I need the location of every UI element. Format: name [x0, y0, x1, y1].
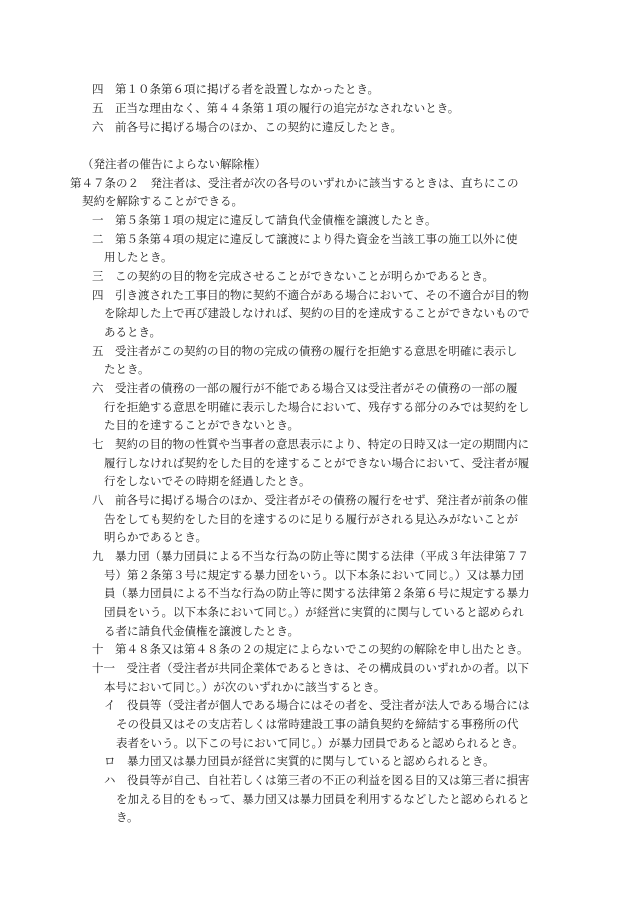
- item-line: たとき。: [104, 362, 150, 376]
- item-line: 行を拒絶する意思を明確に表示した場合において、残存する部分のみでは契約をし: [104, 400, 530, 414]
- item-line: 一 第５条第１項の規定に違反して請負代金債権を譲渡したとき。: [92, 213, 437, 227]
- article-line: 第４７条の２ 発注者は、受注者が次の各号のいずれかに該当するときは、直ちにこの: [70, 176, 519, 190]
- item-line: 号）第２条第３号に規定する暴力団をいう。以下本条において同じ。）又は暴力団: [104, 568, 524, 582]
- item-line: 六 受注者の債務の一部の履行が不能である場合又は受注者がその債務の一部の履: [92, 381, 518, 395]
- item-line: 十 第４８条又は第４８条の２の規定によらないでこの契約の解除を申し出たとき。: [92, 642, 529, 656]
- article-line: 契約を解除することができる。: [82, 194, 243, 208]
- item-line: 行をしないでその時期を経過したとき。: [104, 474, 311, 488]
- item-line: 八 前各号に掲げる場合のほか、受注者がその債務の履行をせず、発注者が前条の催: [92, 493, 529, 507]
- subitem-line: ロ 暴力団又は暴力団員が経営に実質的に関与していると認められるとき。: [104, 754, 495, 768]
- item-line: 履行しなければ契約をした目的を達することができない場合において、受注者が履: [104, 456, 530, 470]
- item-line: を除却した上で再び建設しなければ、契約の目的を達成することができないもので: [104, 306, 530, 320]
- item-line: 員（暴力団員による不当な行為の防止等に関する法律第２条第６号に規定する暴力: [104, 586, 530, 600]
- item-line: 五 正当な理由なく、第４４条第１項の履行の追完がなされないとき。: [92, 101, 460, 115]
- section-heading: （発注者の催告によらない解除権）: [82, 157, 266, 171]
- item-line: 三 この契約の目的物を完成させることができないことが明らかであるとき。: [92, 269, 495, 283]
- subitem-line: イ 役員等（受注者が個人である場合にはその者を、受注者が法人である場合には: [104, 698, 530, 712]
- item-line: 用したとき。: [104, 250, 173, 264]
- item-line: あるとき。: [104, 325, 162, 339]
- subitem-line: ハ 役員等が自己、自社若しくは第三者の不正の利益を図る目的又は第三者に損害: [104, 773, 530, 787]
- item-line: 明らかであるとき。: [104, 530, 208, 544]
- item-line: 二 第５条第４項の規定に違反して譲渡により得た資金を当該工事の施工以外に使: [92, 232, 518, 246]
- item-line: 四 引き渡された工事目的物に契約不適合がある場合において、その不適合が目的物: [92, 288, 529, 302]
- item-line: 四 第１０条第６項に掲げる者を設置しなかったとき。: [92, 82, 380, 96]
- subitem-line: その役員又はその支店若しくは常時建設工事の請負契約を締結する事務所の代: [116, 717, 519, 731]
- subitem-line: を加える目的をもって、暴力団又は暴力団員を利用するなどしたと認められると: [116, 792, 530, 806]
- item-line: 七 契約の目的物の性質や当事者の意思表示により、特定の日時又は一定の期間内に: [92, 437, 529, 451]
- item-line: 団員をいう。以下本条において同じ。）が経営に実質的に関与していると認められ: [104, 605, 524, 619]
- subitem-line: 表者をいう。以下この号において同じ。）が暴力団員であると認められるとき。: [116, 736, 524, 750]
- item-line: 五 受注者がこの契約の目的物の完成の債務の履行を拒絶する意思を明確に表示し: [92, 344, 518, 358]
- subitem-line: き。: [116, 810, 139, 824]
- item-line: た目的を達することができないとき。: [104, 418, 300, 432]
- item-line: 十一 受注者（受注者が共同企業体であるときは、その構成員のいずれかの者。以下: [92, 661, 529, 675]
- item-line: 九 暴力団（暴力団員による不当な行為の防止等に関する法律（平成３年法律第７７: [92, 549, 529, 563]
- item-line: 本号において同じ。）が次のいずれかに該当するとき。: [104, 680, 386, 694]
- item-line: 六 前各号に掲げる場合のほか、この契約に違反したとき。: [92, 120, 403, 134]
- item-line: 告をしても契約をした目的を達するのに足りる履行がされる見込みがないことが: [104, 512, 518, 526]
- item-line: る者に請負代金債権を譲渡したとき。: [104, 624, 300, 638]
